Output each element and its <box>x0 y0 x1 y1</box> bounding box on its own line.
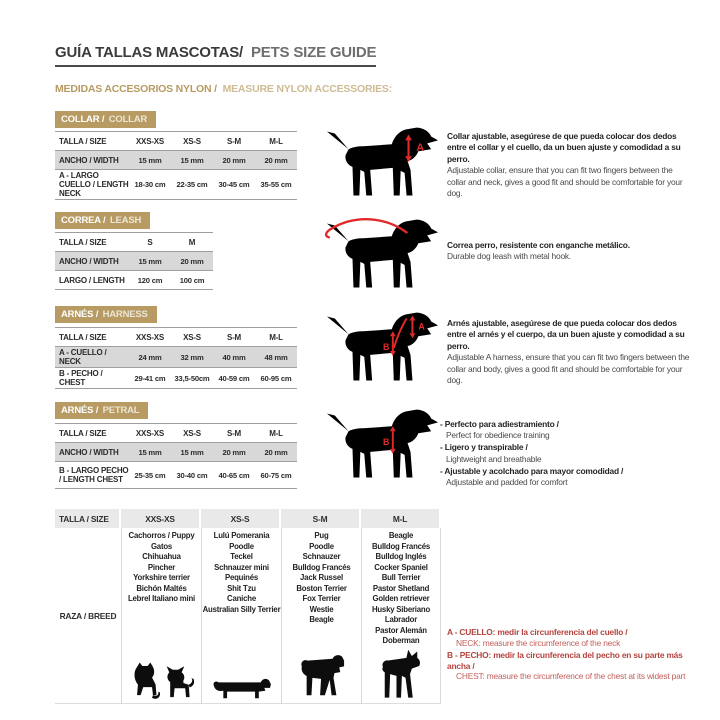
breed-item: Shit Tzu <box>227 583 256 593</box>
column-header: XXS-XS <box>121 509 201 528</box>
leash-badge-en: LEASH <box>109 215 142 226</box>
harness-badge-en: HARNESS <box>102 309 148 320</box>
breed-column-xxs-xs <box>121 528 201 703</box>
table-cell: 40-65 cm <box>218 470 250 480</box>
petral-badge-es: ARNÉS / <box>61 405 99 416</box>
breed-item: Chihuahua <box>142 552 181 561</box>
table-cell: 15 mm <box>138 155 162 165</box>
breed-icons <box>298 651 346 703</box>
breed-item: Bull Terrier <box>381 573 421 582</box>
measurement-footnotes <box>447 627 697 684</box>
leash-size-table <box>55 232 213 290</box>
column-header: TALLA / SIZE <box>59 332 107 342</box>
breed-table-body <box>55 528 441 704</box>
breed-item: Golden retriever <box>372 594 430 603</box>
column-header: XS-S <box>183 136 201 146</box>
column-header: M-L <box>269 332 283 342</box>
breed-item: Jack Russel <box>300 573 343 582</box>
doberman-icon <box>376 647 426 703</box>
page-subtitle-es: MEDIDAS ACCESORIOS NYLON / <box>55 83 217 95</box>
table-row <box>55 443 297 462</box>
column-header: M-L <box>269 428 283 438</box>
leash-description <box>447 240 691 263</box>
table-row <box>55 252 213 271</box>
table-row <box>55 170 297 200</box>
page-subtitle <box>55 83 392 95</box>
table-cell: 20 mm <box>222 155 246 165</box>
page-subtitle-en: MEASURE NYLON ACCESSORIES: <box>222 83 392 95</box>
petral-dog-silhouette-icon <box>322 402 440 487</box>
harness-size-table <box>55 327 297 389</box>
breed-item: Pequinés <box>224 573 259 582</box>
table-cell: 33,5-50cm <box>174 373 210 383</box>
table-cell: 15 mm <box>138 256 162 266</box>
footnote-chest-es: B - PECHO: medir la circunferencia del pecho en su parte más ancha / <box>447 650 683 671</box>
table-cell: 18-30 cm <box>134 180 166 189</box>
breed-list <box>122 531 201 605</box>
breed-item: Poodle <box>309 541 334 551</box>
table-cell: 22-35 cm <box>176 180 208 189</box>
leash-table-header-row <box>55 233 213 252</box>
petral-badge-en: PETRAL <box>102 405 140 416</box>
row-label: ANCHO / WIDTH <box>59 155 119 165</box>
harness-dog-silhouette-icon <box>322 305 440 390</box>
breed-column-m-l <box>361 528 441 703</box>
breed-item: Bulldog Inglés <box>375 552 427 561</box>
table-cell: 30-45 cm <box>218 180 250 189</box>
breed-item: Lebrel Italiano mini <box>127 594 196 603</box>
table-cell: 20 mm <box>264 155 288 165</box>
footnote-chest-en: CHEST: measure the circumference of the chest at its widest part <box>456 671 686 682</box>
row-label: A - LARGO CUELLO / LENGTH NECK <box>59 171 129 198</box>
column-header: S <box>147 237 153 247</box>
table-cell: 25-35 cm <box>134 470 166 480</box>
schnauzer-icon <box>298 651 346 701</box>
row-label: ANCHO / WIDTH <box>59 256 119 266</box>
collar-badge-es: COLLAR / <box>61 114 105 125</box>
column-header: TALLA / SIZE <box>59 136 107 146</box>
leash-badge-es: CORREA / <box>61 215 106 226</box>
breed-item: Husky Siberiano <box>371 604 431 614</box>
petral-table-header-row <box>55 424 297 443</box>
harness-description-es: Arnés ajustable, asegúrese de que pueda colocar dos dedos entre el arnés y el cuerpo, da un buen ajuste y comodidad a su perro. <box>447 318 685 351</box>
column-header: M <box>188 237 196 247</box>
breed-item: Bichón Maltés <box>136 583 187 593</box>
table-cell: 15 mm <box>138 447 162 457</box>
table-cell: 20 mm <box>180 256 204 266</box>
breed-icons <box>376 647 426 704</box>
column-header: XS-S <box>183 332 201 342</box>
collar-section-badge <box>55 111 156 128</box>
table-row <box>55 368 297 389</box>
collar-badge-en: COLLAR <box>108 114 148 125</box>
row-label: B - PECHO / CHEST <box>59 369 103 387</box>
collar-measure-label: A <box>416 142 425 155</box>
leash-description-en: Durable dog leash with metal hook. <box>447 251 572 262</box>
breed-item: Labrador <box>384 615 418 624</box>
table-row <box>55 347 297 368</box>
breed-item: Cachorros / Puppy <box>128 531 195 540</box>
breed-row-label: RAZA / BREED <box>59 610 117 621</box>
page-title-en: PETS SIZE GUIDE <box>250 44 377 61</box>
breed-icons <box>130 661 194 703</box>
column-header: XS-S <box>201 509 281 528</box>
harness-neck-measure-label: A <box>418 321 425 332</box>
petral-feature-es: - Ajustable y acolchado para mayor comodidad / <box>440 465 624 476</box>
table-cell: 100 cm <box>179 275 205 285</box>
breed-item: Cocker Spaniel <box>374 562 428 572</box>
leash-dog-silhouette-icon <box>322 212 440 297</box>
table-cell: 40 mm <box>222 352 246 362</box>
harness-badge-es: ARNÉS / <box>61 309 99 320</box>
petral-feature-en: Lightweight and breathable <box>446 453 542 464</box>
table-cell: 120 cm <box>137 275 163 285</box>
breed-item: Bulldog Francés <box>371 541 431 551</box>
breed-item: Poodle <box>229 541 254 551</box>
breed-item: Gatos <box>150 541 173 551</box>
breed-item: Boston Terrier <box>296 583 347 593</box>
table-cell: 60-75 cm <box>260 470 292 480</box>
collar-description-en: Adjustable collar, ensure that you can fit two fingers between the collar and neck, gives a good fit and should be comfortable for your dog. <box>447 165 683 199</box>
column-header: XXS-XS <box>135 332 165 342</box>
breed-item: Caniche <box>227 594 256 603</box>
chihuahua-icon <box>164 665 194 701</box>
petral-section-badge <box>55 402 148 419</box>
harness-section-badge <box>55 306 157 323</box>
breed-table <box>55 509 441 704</box>
table-cell: 60-95 cm <box>260 373 292 383</box>
petral-feature-en: Perfect for obedience training <box>446 430 550 441</box>
column-header: TALLA / SIZE <box>59 428 107 438</box>
breed-item: Schnauzer mini <box>214 562 269 572</box>
table-cell: 40-59 cm <box>218 373 250 383</box>
breed-column-s-m <box>281 528 361 703</box>
breed-item: Bulldog Francés <box>292 562 351 572</box>
leash-description-es: Correa perro, resistente con enganche metálico. <box>447 240 630 250</box>
page-title <box>55 44 376 67</box>
breed-item: Schnauzer <box>302 552 341 561</box>
cat-icon <box>130 661 160 701</box>
breed-item: Westie <box>309 604 334 614</box>
table-cell: 30-40 cm <box>176 470 208 480</box>
petral-size-table <box>55 423 297 489</box>
table-cell: 24 mm <box>138 352 162 362</box>
column-header: M-L <box>361 509 441 528</box>
table-cell: 15 mm <box>180 447 204 457</box>
collar-description <box>447 131 691 199</box>
breed-item: Beagle <box>388 531 414 540</box>
table-cell: 48 mm <box>264 352 288 362</box>
collar-table-header-row <box>55 132 297 151</box>
breed-item: Pastor Alemán <box>375 625 427 635</box>
table-row <box>55 271 213 290</box>
row-label: B - LARGO PECHO / LENGTH CHEST <box>59 466 129 484</box>
harness-table-header-row <box>55 328 297 347</box>
breed-item: Pincher <box>147 562 176 572</box>
breed-item: Teckel <box>230 552 253 561</box>
petral-feature-list <box>440 419 690 489</box>
column-header: S-M <box>226 136 242 146</box>
breed-list <box>282 531 361 626</box>
column-header: S-M <box>226 332 242 342</box>
petral-feature-es: - Perfecto para adiestramiento / <box>440 419 559 429</box>
harness-chest-measure-label: B <box>382 341 390 352</box>
column-header: S-M <box>226 428 242 438</box>
leash-section-badge <box>55 212 150 229</box>
breed-icons <box>211 673 273 703</box>
column-header: M-L <box>269 136 283 146</box>
breed-item: Fox Terrier <box>302 594 341 603</box>
collar-dog-silhouette-icon <box>322 120 440 205</box>
table-cell: 15 mm <box>180 155 204 165</box>
table-cell: 20 mm <box>222 447 246 457</box>
collar-description-es: Collar ajustable, asegúrese de que pueda colocar dos dedos entre el collar y el cuello, da un buen ajuste y comodidad a su perro. <box>447 131 681 164</box>
collar-size-table <box>55 131 297 200</box>
footnote-neck-es: A - CUELLO: medir la circunferencia del cuello / <box>447 627 628 637</box>
breed-list <box>202 531 281 615</box>
petral-feature-en: Adjustable and padded for comfort <box>446 477 568 488</box>
breed-table-header <box>55 509 441 528</box>
table-cell: 32 mm <box>180 352 204 362</box>
petral-feature-es: - Ligero y transpirable / <box>440 442 528 453</box>
harness-description <box>447 318 691 386</box>
row-label: ANCHO / WIDTH <box>59 447 119 457</box>
breed-item: Beagle <box>309 615 334 624</box>
row-label: A - CUELLO / NECK <box>59 348 107 366</box>
table-row <box>55 151 297 170</box>
table-cell: 35-55 cm <box>260 180 292 189</box>
table-cell: 29-41 cm <box>134 373 166 383</box>
table-cell: 20 mm <box>264 447 288 457</box>
column-header: XXS-XS <box>135 136 165 146</box>
breed-column-xs-s <box>201 528 281 703</box>
column-header: XS-S <box>183 428 201 438</box>
table-row <box>55 462 297 489</box>
footnote-neck-en: NECK: measure the circumference of the neck <box>456 637 621 648</box>
breed-item: Lulú Pomerania <box>213 531 270 540</box>
row-label: LARGO / LENGTH <box>59 275 125 285</box>
column-header: TALLA / SIZE <box>55 509 121 528</box>
column-header: TALLA / SIZE <box>59 237 107 247</box>
page-title-es: GUÍA TALLAS MASCOTAS/ <box>55 44 244 61</box>
breed-item: Doberman <box>382 636 420 645</box>
breed-item: Australian Silly Terrier <box>202 604 281 614</box>
breed-item: Yorkshire terrier <box>133 573 190 582</box>
petral-chest-measure-label: B <box>382 436 390 447</box>
breed-list <box>362 531 440 647</box>
column-header: S-M <box>281 509 361 528</box>
column-header: XXS-XS <box>135 428 165 438</box>
dachshund-icon <box>211 673 273 701</box>
breed-item: Pastor Shetland <box>372 583 430 593</box>
harness-description-en: Adjustable A harness, ensure that you can fit two fingers between the collar and body, gives a good fit and should be comfortable for your dog. <box>447 352 690 386</box>
breed-item: Pug <box>314 531 329 540</box>
